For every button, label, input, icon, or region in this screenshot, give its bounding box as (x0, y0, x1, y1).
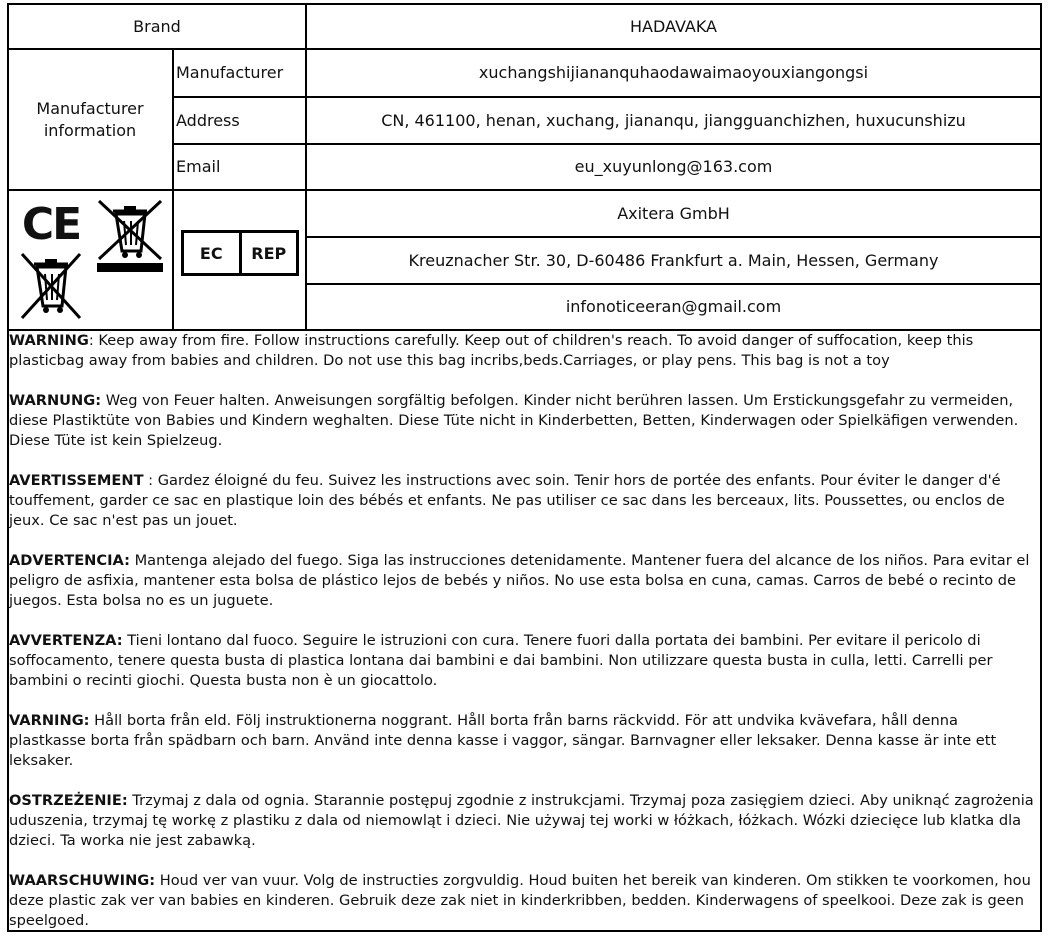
warning-sv: VARNING: Håll borta från eld. Följ instruktionerna noggrant. Håll borta från barns räckvidd. För att undvika kvävefara, håll denna plastkasse borta från spädbarn och barn. Använd inte denna kasse i vaggor, sängar. Barnvagner eller leksaker. Denna kasse är inte ett leksaker. (9, 712, 997, 769)
ec-label: EC (199, 243, 223, 263)
ce-mark-icon: CE (21, 198, 81, 250)
warning-en: WARNING: Keep away from fire. Follow instructions carefully. Keep out of children's reach. To avoid danger of suffocation, keep this plasticbag away from babies and children. Do not use this bag incribs,beds.Carriages, or play pens. This bag is not a toy (9, 332, 974, 369)
warnings-section (9, 331, 1037, 931)
brand-label: Brand (133, 16, 181, 36)
rep-name: Axitera GmbH (617, 203, 730, 223)
weee-bin-bar-icon (95, 197, 165, 275)
warning-nl: WAARSCHUWING: Houd ver van vuur. Volg de instructies zorgvuldig. Houd buiten het bereik van kinderen. Om stikken te voorkomen, hou deze plastic zak ver van babies en kinderen. Gebruik deze zak niet in kinderkribben, bedden. Kinderwagens of speelkooi. Deze zak is geen speelgoed. (9, 872, 1031, 929)
manufacturer-value: xuchangshijiananquhaodawaimaoyouxiangongsi (478, 63, 869, 82)
email-value: eu_xuyunlong@163.com (574, 157, 773, 176)
brand-value: HADAVAKA (630, 16, 717, 36)
warning-es: ADVERTENCIA: Mantenga alejado del fuego. Siga las instrucciones detenidamente. Mantener fuera del alcance de los niños. Para evitar el peligro de asfixia, mantener esta bolsa de plástico lejos de bebés y niños. No use esta bolsa en cuna, camas. Carros de bebé o recinto de juegos. Esta bolsa no es un juguete. (9, 552, 1030, 609)
manufacturer-info-label: Manufacturer information (36, 98, 144, 140)
email-label: Email (176, 157, 221, 176)
weee-bin-icon (18, 250, 84, 324)
rep-address: Kreuznacher Str. 30, D-60486 Frankfurt a. Main, Hessen, Germany (408, 250, 939, 270)
address-value: CN, 461100, henan, xuchang, jiananqu, jiangguanchizhen, huxucunshizu (381, 110, 966, 130)
rep-email: infonoticeeran@gmail.com (565, 297, 782, 316)
warning-fr: AVERTISSEMENT : Gardez éloigné du feu. Suivez les instructions avec soin. Tenir hors de portée des enfants. Pour éviter le danger d'é touffement, garder ce sac en plastique loin des bébés et enfants. Ne pas utiliser ce sac dans les berceaux, lits. Poussettes, ou enclos de jeux. Ce sac n'est pas un jouet. (9, 472, 1005, 529)
rep-label: REP (251, 243, 287, 263)
warning-pl: OSTRZEŻENIE: Trzymaj z dala od ognia. Starannie postępuj zgodnie z instrukcjami. Trzymaj poza zasięgiem dzieci. Aby uniknąć zagrożenia uduszenia, trzymaj tę workę z plastiku z dala od niemowląt i dzieci. Nie używaj tej worki w łóżkach, łóżkach. Wózki dziecięce lub klatka dla dzieci. Ta worka nie jest zabawką. (9, 792, 1034, 849)
address-label: Address (176, 110, 240, 130)
ec-rep-mark-icon (181, 230, 299, 276)
manufacturer-label: Manufacturer (176, 63, 284, 82)
warning-de: WARNUNG: Weg von Feuer halten. Anweisungen sorgfältig befolgen. Kinder nicht berühren lassen. Um Erstickungsgefahr zu vermeiden, diese Plastiktüte von Babies und Kindern weghalten. Diese Tüte nicht in Kinderbetten, Betten, Kinderwagen oder Spielkäfigen verwenden. Diese Tüte ist kein Spielzeug. (9, 392, 1019, 449)
warning-it: AVVERTENZA: Tieni lontano dal fuoco. Seguire le istruzioni con cura. Tenere fuori dalla portata dei bambini. Per evitare il pericolo di soffocamento, tenere questa busta di plastica lontana dai bambini e dai bambini. Non utilizzare questa busta in culla, letti. Carrelli per bambini o recinti giochi. Questa busta non è un giocattolo. (9, 632, 993, 689)
